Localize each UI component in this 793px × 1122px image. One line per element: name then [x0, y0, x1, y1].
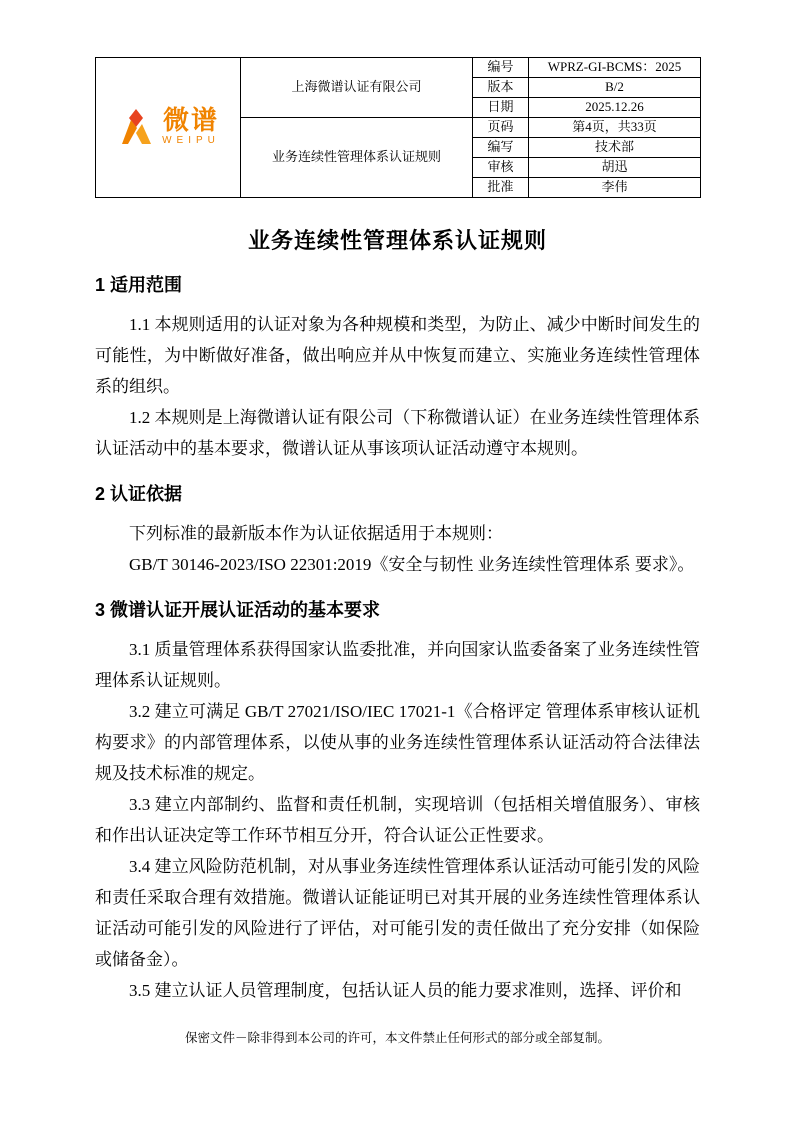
paragraph: 3.4 建立风险防范机制，对从事业务连续性管理体系认证活动可能引发的风险和责任采取合理有效措施。微谱认证能证明已对其开展的业务连续性管理体系认证活动可能引发的风险进行了评估，对可能引发的责任做出了充分安排（如保险或储备金）。	[95, 857, 700, 969]
section-scope	[95, 271, 700, 464]
header-field-value: 第4页，共33页	[529, 118, 701, 138]
header-field-label: 日期	[473, 98, 529, 118]
section-certification-basis	[95, 480, 700, 580]
paragraph: 3.1 质量管理体系获得国家认监委批准，并向国家认监委备案了业务连续性管理体系认证规则。	[95, 640, 700, 690]
header-field-value: 胡迅	[529, 158, 701, 178]
document-header-table	[95, 57, 701, 198]
logo-cell	[96, 58, 241, 198]
weipu-logo-text	[162, 107, 220, 148]
weipu-logo-icon	[116, 107, 156, 147]
paragraph: 1.1 本规则适用的认证对象为各种规模和类型，为防止、减少中断时间发生的可能性，为中断做好准备，做出响应并从中恢复而建立、实施业务连续性管理体系的组织。	[95, 315, 700, 396]
header-field-label: 版本	[473, 78, 529, 98]
section-heading: 3 微谱认证开展认证活动的基本要求	[95, 600, 381, 620]
paragraph: 1.2 本规则是上海微谱认证有限公司（下称微谱认证）在业务连续性管理体系认证活动中的基本要求，微谱认证从事该项认证活动遵守本规则。	[95, 408, 700, 458]
header-field-label: 编号	[473, 58, 529, 78]
footer-confidentiality-note: 保密文件－除非得到本公司的许可，本文件禁止任何形式的部分或全部复制。	[184, 1031, 610, 1045]
weipu-logo-cn: 微谱	[162, 105, 219, 136]
header-field-value: 2025.12.26	[529, 98, 701, 118]
header-field-value: 李伟	[529, 178, 701, 198]
header-field-label: 审核	[473, 158, 529, 178]
page-title: 业务连续性管理体系认证规则	[247, 228, 547, 253]
paragraph: 3.5 建立认证人员管理制度，包括认证人员的能力要求准则，选择、评价和	[129, 981, 682, 1000]
weipu-logo-en: WEIPU	[162, 135, 220, 147]
header-field-label: 页码	[473, 118, 529, 138]
header-field-value: WPRZ-GI-BCMS：2025	[529, 58, 701, 78]
section-heading: 2 认证依据	[95, 484, 183, 504]
document-content	[95, 57, 700, 1006]
weipu-logo	[99, 107, 237, 148]
paragraph: 3.2 建立可满足 GB/T 27021/ISO/IEC 17021-1《合格评定 管理体系审核认证机构要求》的内部管理体系，以使从事的业务连续性管理体系认证活动符合法律法规及技术标准的规定。	[95, 702, 700, 783]
paragraph: 3.3 建立内部制约、监督和责任机制，实现培训（包括相关增值服务）、审核和作出认证决定等工作环节相互分开，符合认证公正性要求。	[95, 795, 700, 845]
paragraph: GB/T 30146-2023/ISO 22301:2019《安全与韧性 业务连续性管理体系 要求》。	[129, 555, 695, 574]
section-heading: 1 适用范围	[95, 275, 183, 295]
header-doc-title: 业务连续性管理体系认证规则	[241, 118, 473, 198]
header-field-label: 批准	[473, 178, 529, 198]
company-name: 上海微谱认证有限公司	[241, 58, 473, 118]
header-field-label: 编写	[473, 138, 529, 158]
section-basic-requirements	[95, 596, 700, 1006]
paragraph: 下列标准的最新版本作为认证依据适用于本规则：	[129, 524, 503, 543]
header-field-value: 技术部	[529, 138, 701, 158]
header-field-value: B/2	[529, 78, 701, 98]
